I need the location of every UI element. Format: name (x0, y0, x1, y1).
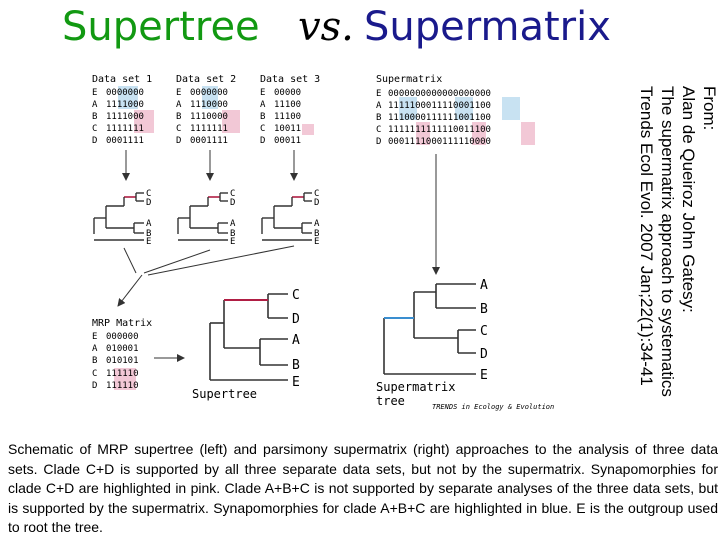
taxon-label: C (176, 124, 182, 134)
taxon-label: B (176, 112, 182, 122)
dataset-title: Data set 2 (176, 74, 237, 85)
supermatrix-title: Supermatrix (376, 74, 443, 85)
tip-label: B (480, 302, 488, 317)
tip-label: B (146, 229, 152, 239)
journal-label: TRENDS in Ecology & Evolution (432, 403, 555, 411)
matrix-row: 0001111000111110000 (388, 137, 491, 147)
taxon-label: D (92, 136, 98, 146)
tip-label: C (146, 189, 152, 199)
tip-label: D (146, 198, 152, 208)
matrix-row: 11100 (274, 100, 302, 110)
supermatrix (376, 74, 491, 147)
citation-line: From: (700, 86, 719, 131)
taxon-label: D (376, 137, 382, 147)
tip-label: E (292, 375, 300, 390)
citation-block (624, 86, 720, 416)
figure-caption: Schematic of MRP supertree (left) and parsimony supermatrix (right) approaches to the analysis of three data sets. Clade C+D is supported by all three separate data sets, but not by the supermatrix. Synapomorphies for clade C+D are highlighted in pink. Clade A+B+C is not supported by separate analyses of the three data sets, but is supported by the supermatrix. Synapomorphies for clade A+B+C are highlighted in blue. E is the outgroup used to root the tree. (8, 441, 718, 536)
taxon-label: A (176, 100, 182, 110)
dataset-title: Data set 1 (92, 74, 153, 85)
tip-label: C (292, 288, 300, 303)
taxon-label: E (376, 89, 382, 99)
small-tree-1 (94, 189, 152, 247)
matrix-row: 0000000 (106, 88, 144, 98)
tip-label: A (480, 278, 488, 293)
matrix-row: 111110 (106, 369, 139, 379)
taxon-label: A (92, 344, 98, 354)
matrix-row: 0000000 (190, 88, 228, 98)
tip-label: D (480, 347, 488, 362)
supermatrix-tree-caption-2: tree (376, 394, 405, 408)
taxon-label: C (260, 124, 266, 134)
matrix-row: 10011 (274, 124, 302, 134)
matrix-row: 00011 (274, 136, 302, 146)
matrix-row: 1111100011110001100 (388, 101, 491, 111)
tip-label: C (480, 324, 488, 339)
matrix-row: 111110 (106, 381, 139, 391)
taxon-label: E (260, 88, 266, 98)
citation-line: Alan de Queiroz John Gatesy: (679, 86, 698, 313)
taxon-label: B (260, 112, 266, 122)
trends-figure (84, 68, 614, 418)
figure-canvas (84, 68, 614, 418)
matrix-row: 00000 (274, 88, 302, 98)
tip-label: D (292, 312, 300, 327)
title-supertree: Supertree (62, 4, 260, 50)
taxon-label: B (92, 356, 98, 366)
matrix-row: 1111111111110011100 (388, 125, 491, 135)
supertree-caption: Supertree (192, 387, 258, 401)
tip-label: A (314, 219, 320, 229)
citation-line: Trends Ecol Evol. 2007 Jan;22(1):34-41 (637, 86, 656, 386)
taxon-label: A (376, 101, 382, 111)
title-vs: vs. (298, 4, 354, 50)
mrp-matrix (92, 318, 152, 391)
taxon-label: E (92, 332, 98, 342)
supermatrix-tree-caption: Supermatrix (376, 380, 456, 394)
small-tree-2 (178, 189, 236, 247)
small-tree-3 (262, 189, 320, 247)
tip-label: C (230, 189, 236, 199)
tip-label: D (314, 198, 320, 208)
dataset-arrows (126, 150, 294, 180)
tip-label: E (146, 237, 152, 247)
tip-label: B (230, 229, 236, 239)
taxon-label: B (376, 113, 382, 123)
matrix-row: 0001111 (190, 136, 228, 146)
taxon-label: E (92, 88, 98, 98)
taxon-label: A (92, 100, 98, 110)
supermatrix-tree (376, 278, 554, 411)
taxon-label: D (260, 136, 266, 146)
matrix-row: 1111111 (106, 124, 144, 134)
taxon-label: E (176, 88, 182, 98)
tip-label: E (480, 368, 488, 383)
mrp-title: MRP Matrix (92, 318, 153, 329)
matrix-row: 0000000000000000000 (388, 89, 491, 99)
tip-label: C (314, 189, 320, 199)
tip-label: E (230, 237, 236, 247)
dataset-3 (260, 74, 320, 146)
taxon-label: D (92, 381, 98, 391)
taxon-label: B (92, 112, 98, 122)
tip-label: B (292, 358, 300, 373)
matrix-row: 010001 (106, 344, 139, 354)
matrix-row: 0001111 (106, 136, 144, 146)
taxon-label: A (260, 100, 266, 110)
matrix-row: 1110000 (190, 112, 228, 122)
matrix-row: 000000 (106, 332, 139, 342)
citation-line: The supermatrix approach to systematics (658, 86, 677, 397)
matrix-row: 1110000 (190, 100, 228, 110)
matrix-row: 11100 (274, 112, 302, 122)
tip-label: D (230, 198, 236, 208)
matrix-row: 010101 (106, 356, 139, 366)
tip-label: A (146, 219, 152, 229)
tip-label: B (314, 229, 320, 239)
supertree (192, 288, 300, 401)
taxon-label: D (176, 136, 182, 146)
dataset-title: Data set 3 (260, 74, 321, 85)
title-supermatrix: Supermatrix (364, 4, 611, 50)
matrix-row: 1110000111111001100 (388, 113, 491, 123)
tip-label: A (230, 219, 236, 229)
taxon-label: C (92, 369, 98, 379)
taxon-label: C (92, 124, 98, 134)
tip-label: E (314, 237, 320, 247)
taxon-label: C (376, 125, 382, 135)
matrix-row: 1111111 (190, 124, 228, 134)
matrix-row: 1111000 (106, 100, 144, 110)
matrix-row: 1111000 (106, 112, 144, 122)
tip-label: A (292, 333, 300, 348)
